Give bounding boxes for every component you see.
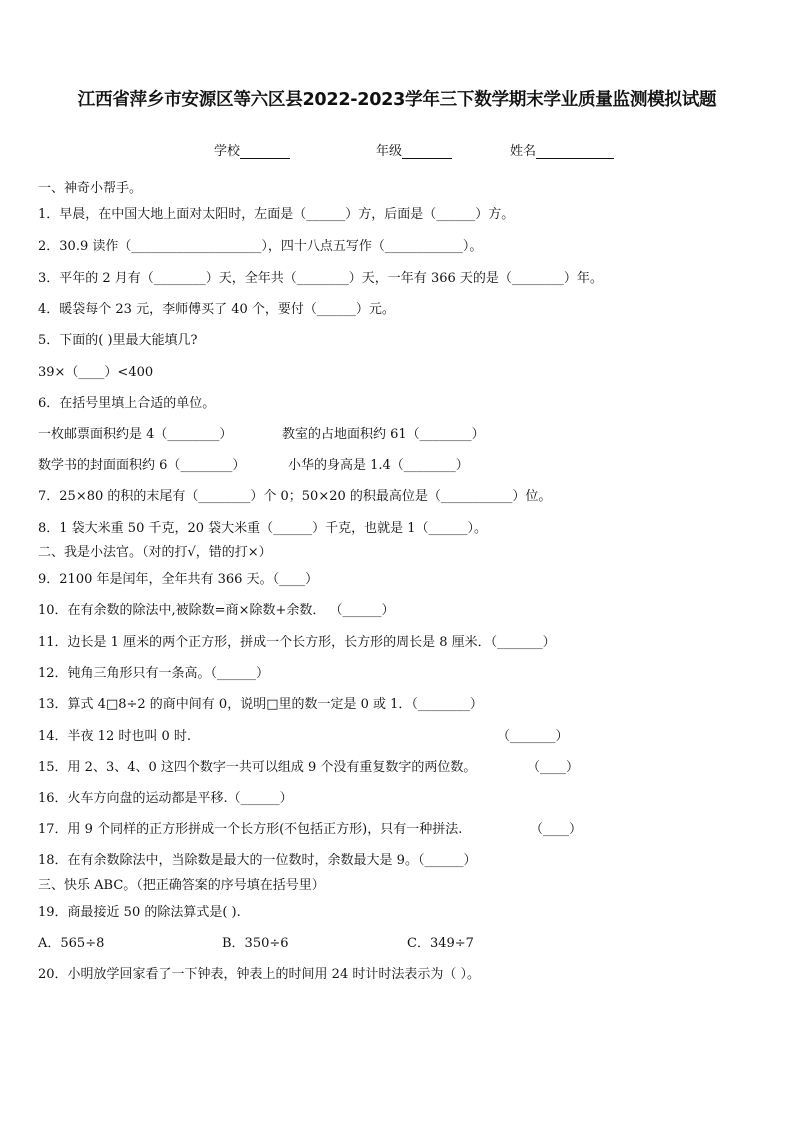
question-6-item-a: 一枚邮票面积约是 4（________）	[38, 427, 233, 442]
question-5: 5．下面的( )里最大能填几?	[38, 333, 198, 348]
grade-blank[interactable]	[402, 144, 452, 159]
question-6-item-c: 数学书的封面面积约 6（________）	[38, 458, 246, 473]
grade-field	[376, 140, 452, 159]
document-title: 江西省萍乡市安源区等六区县2022-2023学年三下数学期末学业质量监测模拟试题	[77, 90, 717, 110]
school-label: 学校	[214, 144, 241, 159]
question-6: 6．在括号里填上合适的单位。	[38, 396, 216, 411]
question-15: 15．用 2、3、4、0 这四个数字一共可以组成 9 个没有重复数字的两位数。	[38, 760, 477, 775]
question-14-answer: （_______）	[497, 729, 569, 744]
question-3: 3．平年的 2 月有（________）天，全年共（________）天，一年有 366 天的是（________）年。	[38, 271, 603, 286]
question-1: 1．早晨，在中国大地上面对太阳时，左面是（______）方，后面是（______）方。	[38, 207, 515, 222]
school-blank[interactable]	[240, 144, 290, 159]
question-9: 9．2100 年是闰年，全年共有 366 天。（____）	[38, 572, 319, 587]
question-11: 11．边长是 1 厘米的两个正方形，拼成一个长方形，长方形的周长是 8 厘米．（_______）	[38, 635, 556, 650]
question-15-answer: （____）	[527, 760, 580, 775]
question-19-option-c: C．349÷7	[407, 936, 474, 951]
name-label: 姓名	[510, 144, 537, 159]
school-field	[214, 140, 290, 159]
section-3-heading: 三、快乐 ABC。（把正确答案的序号填在括号里）	[38, 878, 325, 893]
question-19-option-b: B．350÷6	[222, 936, 289, 951]
question-17-answer: （____）	[530, 822, 583, 837]
section-2-heading: 二、我是小法官。（对的打√，错的打×）	[38, 545, 272, 560]
question-10: 10．在有余数的除法中,被除数=商×除数+余数． （______）	[38, 603, 395, 618]
question-17: 17．用 9 个同样的正方形拼成一个长方形(不包括正方形)，只有一种拼法.	[38, 822, 463, 837]
question-19: 19．商最接近 50 的除法算式是( ).	[38, 905, 241, 920]
question-13: 13．算式 4□8÷2 的商中间有 0，说明□里的数一定是 0 或 1．（________）	[38, 697, 483, 712]
question-14: 14．半夜 12 时也叫 0 时.	[38, 729, 192, 744]
question-5-expression: 39×（____）<400	[38, 365, 154, 380]
question-7: 7．25×80 的积的末尾有（________）个 0；50×20 的积最高位是（___________）位。	[38, 489, 552, 504]
question-6-item-b: 教室的占地面积约 61（________）	[282, 427, 485, 442]
name-blank[interactable]	[536, 144, 614, 159]
question-2: 2．30.9 读作（____________________），四十八点五写作（____________）。	[38, 239, 483, 254]
question-12: 12．钝角三角形只有一条高。（______）	[38, 666, 270, 681]
section-1-heading: 一、神奇小帮手。	[38, 181, 143, 196]
question-18: 18．在有余数除法中，当除数是最大的一位数时，余数最大是 9。（______）	[38, 853, 477, 868]
question-20: 20．小明放学回家看了一下钟表，钟表上的时间用 24 时计时法表示为（ ）。	[38, 967, 480, 982]
question-4: 4．暖袋每个 23 元，李师傅买了 40 个，要付（______）元。	[38, 302, 395, 317]
grade-label: 年级	[376, 144, 403, 159]
question-8: 8．1 袋大米重 50 千克，20 袋大米重（______）千克，也就是 1（______）。	[38, 521, 488, 536]
question-6-item-d: 小华的身高是 1.4（________）	[288, 458, 469, 473]
question-19-option-a: A．565÷8	[38, 936, 105, 951]
name-field	[510, 140, 614, 159]
question-16: 16．火车方向盘的运动都是平移.（______）	[38, 791, 293, 806]
